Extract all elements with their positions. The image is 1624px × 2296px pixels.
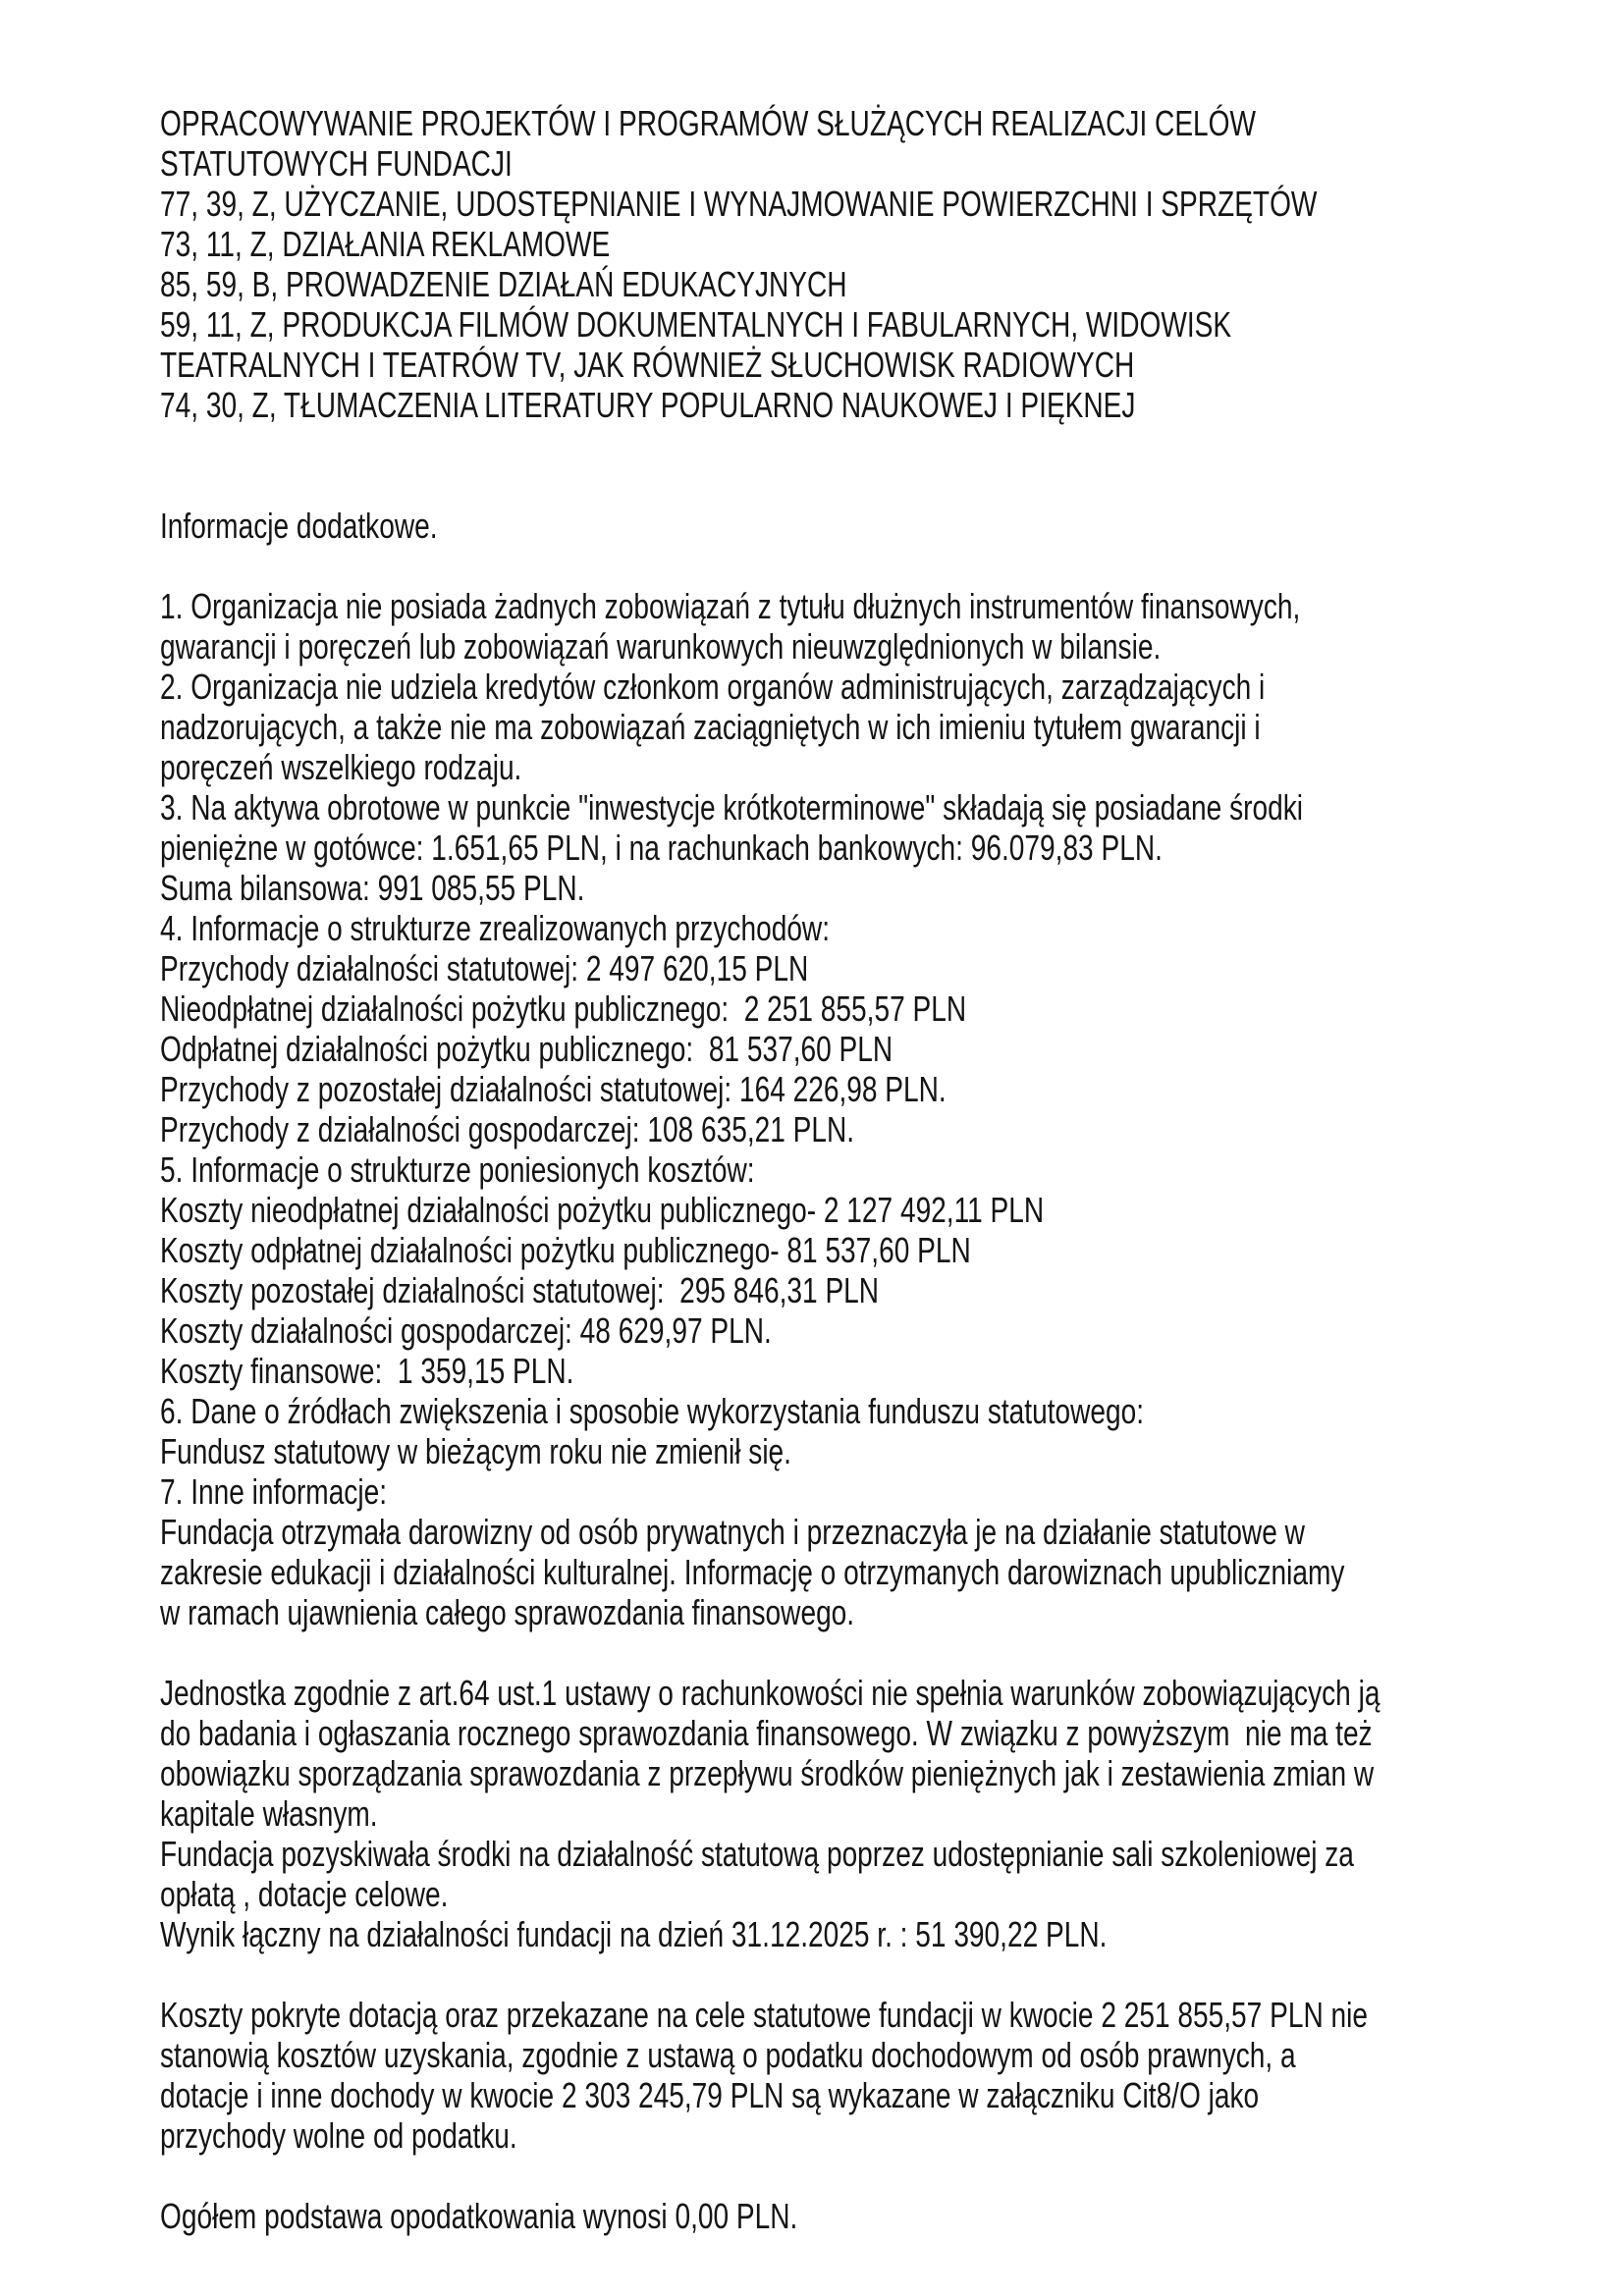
text-line: zakresie edukacji i działalności kulturalnej. Informację o otrzymanych darowiznach upubliczniamy — [160, 1552, 1345, 1592]
text-line: 7. Inne informacje: — [160, 1471, 388, 1512]
text-line: Koszty działalności gospodarczej: 48 629,97 PLN. — [160, 1310, 772, 1351]
text-line: Przychody działalności statutowej: 2 497 620,15 PLN — [160, 948, 809, 988]
text-line — [160, 465, 1577, 506]
text-line: Fundusz statutowy w bieżącym roku nie zmienił się. — [160, 1431, 791, 1471]
text-line: 3. Na aktywa obrotowe w punkcie "inwestycje krótkoterminowe" składają się posiadane środki — [160, 787, 1303, 828]
text-line — [160, 1954, 1577, 1995]
text-line: 73, 11, Z, DZIAŁANIA REKLAMOWE — [160, 224, 611, 264]
text-line: Przychody z pozostałej działalności statutowej: 164 226,98 PLN. — [160, 1069, 947, 1109]
text-line: 4. Informacje o strukturze zrealizowanych przychodów: — [160, 908, 831, 948]
text-line: Koszty finansowe: 1 359,15 PLN. — [160, 1351, 574, 1391]
text-line: do badania i ogłaszania rocznego sprawozdania finansowego. W związku z powyższym nie ma też — [160, 1713, 1373, 1753]
text-line: Fundacja otrzymała darowizny od osób prywatnych i przeznaczyła je na działanie statutowe w — [160, 1512, 1305, 1552]
text-line: Suma bilansowa: 991 085,55 PLN. — [160, 868, 585, 908]
text-line: 59, 11, Z, PRODUKCJA FILMÓW DOKUMENTALNYCH I FABULARNYCH, WIDOWISK — [160, 304, 1232, 345]
text-line: 74, 30, Z, TŁUMACZENIA LITERATURY POPULARNO NAUKOWEJ I PIĘKNEJ — [160, 385, 1136, 425]
document-text-column — [160, 103, 1577, 2236]
text-line: dotacje i inne dochody w kwocie 2 303 245,79 PLN są wykazane w załączniku Cit8/O jako — [160, 2075, 1260, 2115]
text-line — [160, 1632, 1577, 1673]
text-line: w ramach ujawnienia całego sprawozdania finansowego. — [160, 1592, 855, 1632]
text-line: pieniężne w gotówce: 1.651,65 PLN, i na rachunkach bankowych: 96.079,83 PLN. — [160, 828, 1163, 868]
text-line: Ogółem podstawa opodatkowania wynosi 0,00 PLN. — [160, 2196, 798, 2236]
text-line: OPRACOWYWANIE PROJEKTÓW I PROGRAMÓW SŁUŻĄCYCH REALIZACJI CELÓW — [160, 103, 1257, 143]
text-line: Jednostka zgodnie z art.64 ust.1 ustawy o rachunkowości nie spełnia warunków zobowiązujących ją — [160, 1673, 1380, 1713]
text-line: Informacje dodatkowe. — [160, 506, 438, 546]
text-line: gwarancji i poręczeń lub zobowiązań warunkowych nieuwzględnionych w bilansie. — [160, 626, 1162, 667]
text-line: Odpłatnej działalności pożytku publicznego: 81 537,60 PLN — [160, 1029, 893, 1069]
text-line: opłatą , dotacje celowe. — [160, 1874, 449, 1914]
text-line: 1. Organizacja nie posiada żadnych zobowiązań z tytułu dłużnych instrumentów finansowych, — [160, 586, 1301, 626]
text-line: stanowią kosztów uzyskania, zgodnie z ustawą o podatku dochodowym od osób prawnych, a — [160, 2035, 1296, 2075]
text-line: Koszty pokryte dotacją oraz przekazane na cele statutowe fundacji w kwocie 2 251 855,57 PLN nie — [160, 1995, 1368, 2035]
text-line: nadzorujących, a także nie ma zobowiązań zaciągniętych w ich imieniu tytułem gwarancji i — [160, 707, 1261, 747]
text-line: 77, 39, Z, UŻYCZANIE, UDOSTĘPNIANIE I WYNAJMOWANIE POWIERZCHNI I SPRZĘTÓW — [160, 184, 1318, 224]
text-line: poręczeń wszelkiego rodzaju. — [160, 747, 522, 787]
text-line — [160, 2156, 1577, 2196]
text-line: Koszty odpłatnej działalności pożytku publicznego- 81 537,60 PLN — [160, 1230, 971, 1270]
text-line — [160, 546, 1577, 586]
text-line — [160, 425, 1577, 465]
text-line: STATUTOWYCH FUNDACJI — [160, 143, 513, 184]
text-line: obowiązku sporządzania sprawozdania z przepływu środków pieniężnych jak i zestawienia zmian w — [160, 1753, 1375, 1793]
text-line: 6. Dane o źródłach zwiększenia i sposobie wykorzystania funduszu statutowego: — [160, 1391, 1145, 1431]
text-line: 2. Organizacja nie udziela kredytów członkom organów administrujących, zarządzających i — [160, 667, 1266, 707]
text-line: Fundacja pozyskiwała środki na działalność statutową poprzez udostępnianie sali szkoleniowej za — [160, 1834, 1354, 1874]
text-line: Przychody z działalności gospodarczej: 108 635,21 PLN. — [160, 1109, 855, 1149]
text-line: Nieodpłatnej działalności pożytku publicznego: 2 251 855,57 PLN — [160, 988, 967, 1029]
text-line: Koszty pozostałej działalności statutowej: 295 846,31 PLN — [160, 1270, 880, 1310]
text-line: 85, 59, B, PROWADZENIE DZIAŁAŃ EDUKACYJNYCH — [160, 264, 847, 304]
text-line: TEATRALNYCH I TEATRÓW TV, JAK RÓWNIEŻ SŁUCHOWISK RADIOWYCH — [160, 345, 1135, 385]
text-line: przychody wolne od podatku. — [160, 2115, 517, 2156]
text-line: Wynik łączny na działalności fundacji na dzień 31.12.2025 r. : 51 390,22 PLN. — [160, 1914, 1108, 1954]
text-line: 5. Informacje o strukturze poniesionych kosztów: — [160, 1149, 755, 1190]
text-line: Koszty nieodpłatnej działalności pożytku publicznego- 2 127 492,11 PLN — [160, 1190, 1045, 1230]
text-line: kapitale własnym. — [160, 1793, 378, 1834]
